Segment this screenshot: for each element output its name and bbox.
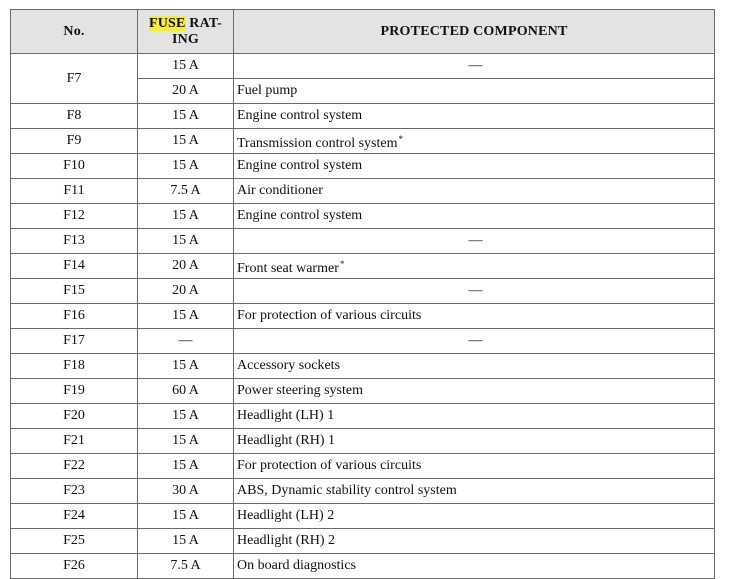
fuse-number-cell: F19 (11, 379, 138, 404)
protected-component-cell (234, 254, 715, 279)
protected-component-cell (234, 104, 715, 129)
fuse-rating-cell: 15 A (138, 529, 234, 554)
protected-component-cell (234, 154, 715, 179)
protected-component-cell (234, 304, 715, 329)
header-no: No. (11, 10, 138, 54)
fuse-rating-cell: 15 A (138, 204, 234, 229)
component-text: On board diagnostics (237, 558, 356, 573)
fuse-rating-cell: 30 A (138, 479, 234, 504)
protected-component-cell (234, 429, 715, 454)
component-text: Engine control system (237, 208, 363, 223)
footnote-marker: * (398, 133, 403, 144)
fuse-rating-cell: 7.5 A (138, 554, 234, 579)
fuse-rating-cell: 15 A (138, 354, 234, 379)
fuse-number-cell: F15 (11, 279, 138, 304)
table-row (11, 554, 715, 579)
protected-component-cell (234, 79, 715, 104)
protected-component-cell (234, 529, 715, 554)
header-rating-rest: RAT- (185, 15, 222, 31)
fuse-number-cell: F17 (11, 329, 138, 354)
fuse-rating-cell: — (138, 329, 234, 354)
table-row (11, 229, 715, 254)
table-row (11, 104, 715, 129)
component-text: ABS, Dynamic stability control system (237, 483, 457, 498)
component-text: Accessory sockets (237, 358, 341, 373)
protected-component-cell (234, 229, 715, 254)
fuse-number-cell: F18 (11, 354, 138, 379)
component-text: Headlight (LH) 1 (237, 408, 335, 423)
protected-component-cell (234, 204, 715, 229)
fuse-rating-cell: 20 A (138, 79, 234, 104)
fuse-number-cell: F21 (11, 429, 138, 454)
component-text: — (468, 283, 483, 298)
fuse-number-cell: F26 (11, 554, 138, 579)
protected-component-cell (234, 354, 715, 379)
fuse-number-cell: F24 (11, 504, 138, 529)
footnote-marker: * (339, 258, 345, 269)
component-text: — (468, 233, 483, 248)
fuse-rating-cell: 15 A (138, 104, 234, 129)
table-row (11, 429, 715, 454)
header-rating-line2: ING (171, 31, 200, 47)
table-row (11, 379, 715, 404)
component-text: Engine control system (237, 158, 363, 173)
component-text: Fuel pump (237, 83, 298, 98)
fuse-rating-cell: 15 A (138, 129, 234, 154)
fuse-number-cell: F10 (11, 154, 138, 179)
table-row (11, 329, 715, 354)
fuse-table (10, 9, 715, 579)
protected-component-cell (234, 554, 715, 579)
fuse-rating-cell: 15 A (138, 229, 234, 254)
component-text: Headlight (RH) 2 (237, 533, 335, 548)
component-text: — (468, 333, 483, 348)
fuse-number-cell: F13 (11, 229, 138, 254)
protected-component-cell (234, 479, 715, 504)
table-row (11, 179, 715, 204)
table-row (11, 479, 715, 504)
fuse-rating-cell: 15 A (138, 429, 234, 454)
fuse-number-cell: F23 (11, 479, 138, 504)
component-text: — (468, 58, 483, 73)
table-row (11, 404, 715, 429)
fuse-number-cell: F11 (11, 179, 138, 204)
fuse-number-cell: F20 (11, 404, 138, 429)
fuse-rating-cell: 15 A (138, 54, 234, 79)
protected-component-cell (234, 279, 715, 304)
fuse-rating-cell: 20 A (138, 279, 234, 304)
protected-component-cell (234, 454, 715, 479)
fuse-rating-cell: 15 A (138, 504, 234, 529)
protected-component-cell (234, 54, 715, 79)
table-row (11, 529, 715, 554)
table-row (11, 354, 715, 379)
protected-component-cell (234, 129, 715, 154)
fuse-number-cell: F25 (11, 529, 138, 554)
fuse-rating-cell: 7.5 A (138, 179, 234, 204)
fuse-rating-cell: 15 A (138, 404, 234, 429)
protected-component-cell (234, 404, 715, 429)
component-text: Engine control system (237, 108, 363, 123)
fuse-number-cell: F22 (11, 454, 138, 479)
fuse-number-cell: F9 (11, 129, 138, 154)
header-fuse-rating (138, 10, 234, 54)
table-row (11, 504, 715, 529)
protected-component-cell (234, 329, 715, 354)
fuse-number-cell: F12 (11, 204, 138, 229)
table-row (11, 454, 715, 479)
header-row (11, 10, 715, 54)
fuse-number-cell: F7 (11, 54, 138, 104)
table-row (11, 304, 715, 329)
component-text: Headlight (RH) 1 (237, 433, 335, 448)
table-row (11, 279, 715, 304)
component-text: Air conditioner (237, 183, 323, 198)
component-text: Headlight (LH) 2 (237, 508, 335, 523)
header-protected-component: PROTECTED COMPONENT (234, 10, 715, 54)
component-text: For protection of various circuits (237, 458, 422, 473)
table-row (11, 204, 715, 229)
protected-component-cell (234, 179, 715, 204)
fuse-table-body (11, 54, 715, 579)
fuse-number-cell: F16 (11, 304, 138, 329)
fuse-rating-cell: 15 A (138, 454, 234, 479)
fuse-number-cell: F14 (11, 254, 138, 279)
fuse-rating-cell: 15 A (138, 304, 234, 329)
component-text: Power steering system (237, 383, 363, 398)
component-text: For protection of various circuits (237, 308, 422, 323)
fuse-rating-cell: 15 A (138, 154, 234, 179)
component-text: Front seat warmer (237, 260, 339, 276)
table-row (11, 254, 715, 279)
table-row (11, 129, 715, 154)
fuse-highlight: FUSE (149, 15, 186, 31)
protected-component-cell (234, 504, 715, 529)
table-row (11, 54, 715, 79)
fuse-number-cell: F8 (11, 104, 138, 129)
protected-component-cell (234, 379, 715, 404)
component-text: Transmission control system (237, 135, 398, 151)
table-row (11, 154, 715, 179)
fuse-rating-cell: 20 A (138, 254, 234, 279)
fuse-rating-cell: 60 A (138, 379, 234, 404)
